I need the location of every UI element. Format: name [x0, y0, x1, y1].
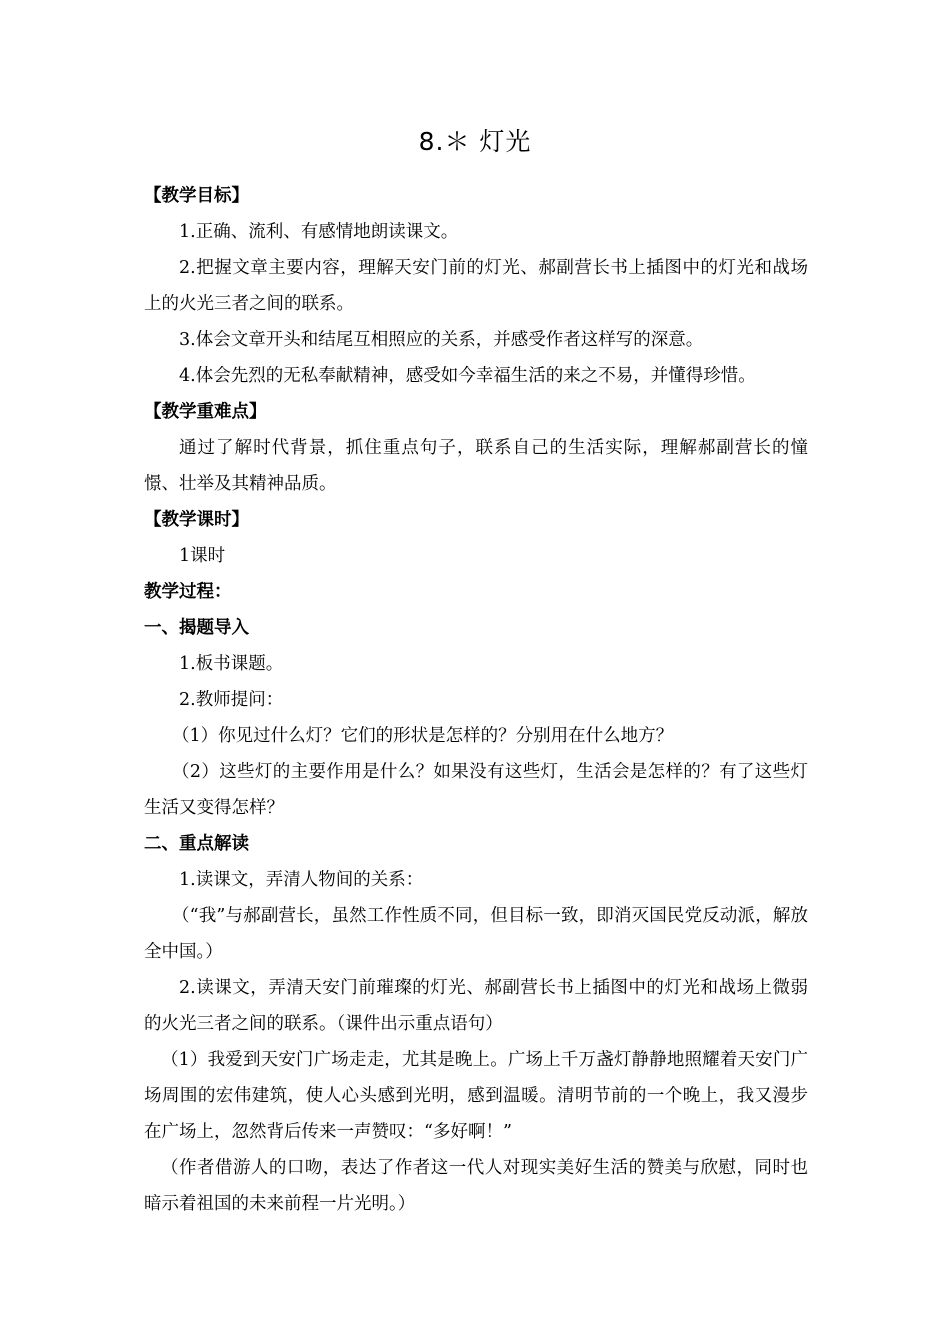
section-2-item-1: 1.读课文，弄清人物间的关系： — [179, 870, 424, 890]
objective-item-4: 4.体会先烈的无私奉献精神，感受如今幸福生活的来之不易，并懂得珍惜。 — [179, 366, 756, 386]
process-heading: 教学过程： — [144, 582, 232, 602]
objectives-heading: 【教学目标】 — [144, 186, 249, 206]
section-1-item-1: 1.板书课题。 — [179, 654, 284, 674]
section-2-item-4: （1）我爱到天安门广场走走，尤其是晚上。广场上千万盏灯静静地照耀着天安门广场周围的宏伟建筑，使人心头感到光明，感到温暖。清明节前的一个晚上，我又漫步在广场上，忽然背后传来一声赞叹：“多好啊！” — [144, 1050, 808, 1142]
document-body — [144, 178, 808, 1222]
section-1-item-2: 2.教师提问： — [179, 690, 284, 710]
section-1-item-4: （2）这些灯的主要作用是什么？如果没有这些灯，生活会是怎样的？有了这些灯生活又变得怎样？ — [144, 762, 808, 818]
section-2-item-3: 2.读课文，弄清天安门前璀璨的灯光、郝副营长书上插图中的灯光和战场上微弱的火光三者之间的联系。（课件出示重点语句） — [144, 978, 808, 1034]
periods-text: 1课时 — [179, 546, 226, 566]
section-2-heading: 二、重点解读 — [144, 834, 249, 854]
key-points-heading: 【教学重难点】 — [144, 402, 267, 422]
periods-heading: 【教学课时】 — [144, 510, 249, 530]
document-title: 8.＊ 灯光 — [418, 127, 532, 156]
objective-item-3: 3.体会文章开头和结尾互相照应的关系，并感受作者这样写的深意。 — [179, 330, 704, 350]
key-points-text: 通过了解时代背景，抓住重点句子，联系自己的生活实际，理解郝副营长的憧憬、壮举及其精神品质。 — [144, 438, 808, 494]
section-2-item-2: （“我”与郝副营长，虽然工作性质不同，但目标一致，即消灭国民党反动派，解放全中国。） — [144, 906, 808, 962]
objective-item-1: 1.正确、流利、有感情地朗读课文。 — [179, 222, 459, 242]
objective-item-2: 2.把握文章主要内容，理解天安门前的灯光、郝副营长书上插图中的灯光和战场上的火光三者之间的联系。 — [144, 258, 808, 314]
section-1-heading: 一、揭题导入 — [144, 618, 249, 638]
section-1-item-3: （1）你见过什么灯？它们的形状是怎样的？分别用在什么地方？ — [172, 726, 674, 746]
section-2-item-5: （作者借游人的口吻，表达了作者这一代人对现实美好生活的赞美与欣慰，同时也暗示着祖国的未来前程一片光明。） — [144, 1158, 808, 1214]
